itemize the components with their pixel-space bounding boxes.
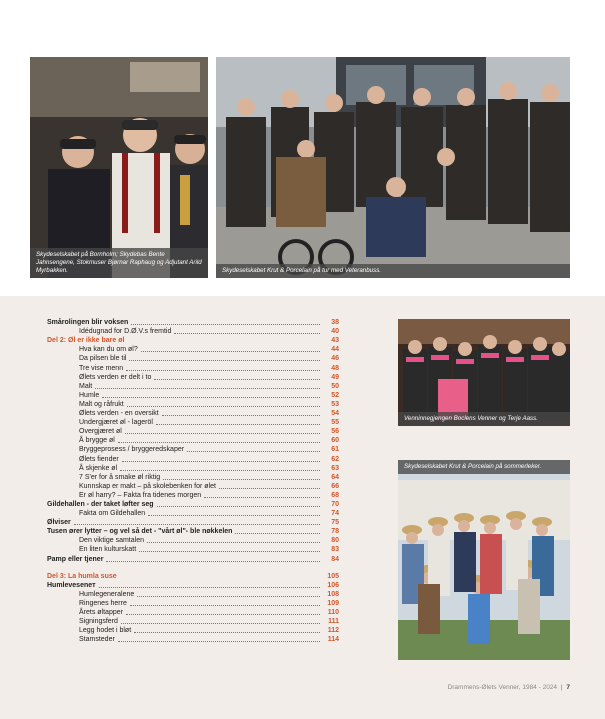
photo-veteran-bus — [216, 57, 570, 278]
toc-leader-dots — [102, 397, 320, 398]
toc-entry — [47, 536, 339, 545]
toc-entry-label: Idédugnad for D.Ø.V.s fremtid — [79, 328, 172, 336]
toc-entry — [47, 454, 339, 463]
toc-entry-label: Hva kan du om øl? — [79, 346, 138, 354]
toc-entry-page: 110 — [327, 609, 339, 616]
photo-venninnegjengen — [398, 319, 570, 426]
toc-entry-label: Humlegeneralene — [79, 590, 135, 598]
toc-leader-dots — [118, 641, 320, 642]
photo-sommerleker — [398, 460, 570, 660]
toc-entry — [47, 427, 339, 436]
toc-entry-page: 63 — [331, 464, 339, 472]
toc-entry — [47, 482, 339, 491]
toc-entry — [47, 590, 339, 599]
toc-entry-page: 49 — [331, 373, 339, 381]
toc-entry-label: Årets øltapper — [79, 609, 123, 616]
toc-entry — [47, 318, 339, 327]
toc-leader-dots — [95, 388, 320, 389]
toc-entry — [47, 572, 339, 581]
toc-entry-page: 60 — [331, 437, 339, 445]
toc-entry-page: 78 — [331, 528, 339, 536]
toc-entry — [47, 509, 339, 518]
toc-entry — [47, 345, 339, 354]
toc-entry — [47, 626, 339, 635]
toc-leader-dots — [235, 533, 320, 534]
toc-entry-page: 56 — [331, 428, 339, 436]
toc-leader-dots — [99, 587, 320, 588]
toc-entry-page: 50 — [331, 382, 339, 390]
toc-entry-label: Kunnskap er makt – på skolebenken for ølet — [79, 482, 216, 490]
toc-leader-dots — [118, 442, 320, 443]
photo-caption: Skydeselskabet Krut & Porcelain på sommerleker. — [398, 460, 570, 474]
toc-leader-dots — [126, 614, 320, 615]
toc-entry — [47, 400, 339, 409]
toc-entry-page: 109 — [327, 599, 339, 607]
toc-entry-label: Bryggeprosess / bryggeredskaper — [79, 446, 185, 454]
toc-leader-dots — [162, 415, 320, 416]
toc-entry-label: Ølviser — [47, 519, 71, 527]
toc-entry-label: Malt — [79, 382, 93, 390]
photo-bornholm — [30, 57, 208, 278]
toc-leader-dots — [204, 497, 320, 498]
toc-entry-label: Overgjæret øl — [79, 428, 122, 436]
photo-caption: Skydeselskabet Krut & Porcelain på tur med Veteranbuss. — [216, 264, 570, 278]
toc-entry-label: Pamp eller tjener — [47, 555, 104, 563]
toc-entry-page: 54 — [331, 410, 339, 418]
toc-leader-dots — [141, 351, 320, 352]
toc-entry-page: 68 — [331, 491, 339, 499]
toc-entry — [47, 545, 339, 554]
toc-entry-label: Stamsteder — [79, 636, 115, 644]
toc-entry-label: Humle — [79, 391, 100, 399]
toc-entry — [47, 635, 339, 644]
toc-entry-page: 40 — [331, 328, 339, 336]
toc-entry-label: Del 2: Øl er ikke bare øl — [47, 337, 125, 345]
toc-entry-page: 75 — [331, 519, 339, 527]
toc-leader-dots — [125, 433, 320, 434]
toc-entry-page: 105 — [327, 572, 339, 580]
toc-entry — [47, 599, 339, 608]
toc-entry — [47, 527, 339, 536]
toc-entry-label: Å brygge øl — [79, 437, 115, 445]
toc-entry-page: 53 — [331, 400, 339, 408]
toc-entry-label: Undergjæret øl - lageröl — [79, 419, 153, 427]
toc-entry-page: 112 — [327, 627, 339, 635]
toc-leader-dots — [147, 542, 320, 543]
toc-entry-label: Er øl harry? – Fakta fra tidenes morgen — [79, 491, 202, 499]
toc-entry — [47, 373, 339, 382]
toc-entry-page: 74 — [331, 510, 339, 518]
toc-entry — [47, 554, 339, 563]
toc-entry-label: Del 3: La humla suse — [47, 572, 117, 580]
toc-entry — [47, 354, 339, 363]
toc-entry — [47, 491, 339, 500]
toc-entry-label: Ølets verden er delt i to — [79, 373, 152, 381]
toc-entry-page: 48 — [331, 364, 339, 372]
toc-entry — [47, 436, 339, 445]
toc-entry-label: Å skjenke øl — [79, 464, 118, 472]
photo-caption: Skydeselskabet på Bornholm; Skydebas Bente Jahnsengene, Stokmuser Bjørnar Raphaug og Adjutant Arild Myrbakken. — [30, 248, 208, 278]
toc-entry-label: Tre vise menn — [79, 364, 124, 372]
toc-entry-label: Da pilsen ble til — [79, 355, 127, 363]
toc-entry — [47, 445, 339, 454]
toc-entry-page: 106 — [327, 581, 339, 589]
toc-entry — [47, 473, 339, 482]
toc-entry-label: Humleveseneт — [47, 581, 96, 589]
photo-bornholm-image — [30, 57, 208, 278]
toc-leader-dots — [134, 632, 320, 633]
toc-leader-dots — [131, 324, 320, 325]
toc-entry-page: 111 — [328, 618, 339, 626]
toc-entry-label: Gildehallen - der taket løfter seg — [47, 500, 154, 508]
photo-venninnegjengen-image — [398, 319, 570, 426]
toc-entry-page: 80 — [331, 537, 339, 545]
toc-entry-page: 55 — [331, 419, 339, 427]
toc-entry-page: 61 — [331, 446, 339, 454]
photo-caption: Venninnegjengen Boclens Venner og Terje Aass. — [398, 412, 570, 426]
toc-leader-dots — [130, 605, 320, 606]
toc-entry — [47, 608, 339, 617]
toc-leader-dots — [120, 578, 320, 579]
toc-leader-dots — [154, 379, 320, 380]
toc-entry-label: Malt og råfrukt — [79, 400, 124, 408]
toc-entry-label: Ringenes herre — [79, 599, 127, 607]
toc-leader-dots — [122, 461, 320, 462]
toc-leader-dots — [219, 488, 320, 489]
toc-entry-page: 52 — [331, 391, 339, 399]
toc-leader-dots — [174, 333, 320, 334]
toc-entry-page: 62 — [331, 455, 339, 463]
toc-leader-dots — [126, 370, 320, 371]
toc-leader-dots — [157, 506, 320, 507]
toc-entry-label: Fakta om Gildehallen — [79, 510, 146, 518]
toc-entry — [47, 418, 339, 427]
toc-entry-page: 108 — [327, 590, 339, 598]
toc-entry-label: Ølets verden - en oversikt — [79, 410, 159, 418]
toc-entry — [47, 617, 339, 626]
toc-entry-page: 84 — [331, 555, 339, 563]
toc-leader-dots — [137, 596, 320, 597]
photo-sommerleker-image — [398, 460, 570, 660]
toc-leader-dots — [156, 424, 320, 425]
toc-leader-dots — [187, 451, 320, 452]
toc-entry-page: 46 — [331, 355, 339, 363]
toc-entry — [47, 391, 339, 400]
toc-entry-label: Smårolingen blir voksen — [47, 319, 129, 327]
toc-entry — [47, 327, 339, 336]
footer-text: Drammens-Ølets Venner, 1984 - 2024 — [447, 684, 558, 691]
toc-entry — [47, 518, 339, 527]
toc-leader-dots — [163, 479, 320, 480]
page-number: 7 — [566, 684, 570, 691]
toc-leader-dots — [139, 551, 320, 552]
toc-entry — [47, 363, 339, 372]
toc-entry-label: Legg hodet i bløt — [79, 627, 132, 635]
toc-entry-page: 70 — [331, 500, 339, 508]
toc-entry-page: 66 — [331, 482, 339, 490]
toc-entry-label: En liten kulturskatt — [79, 546, 137, 554]
toc-leader-dots — [121, 623, 320, 624]
toc-entry-page: 83 — [331, 546, 339, 554]
footer-separator: | — [560, 684, 563, 691]
toc-entry-page: 44 — [331, 346, 339, 354]
page-footer — [440, 684, 570, 691]
toc-entry — [47, 382, 339, 391]
toc-entry — [47, 464, 339, 473]
toc-entry — [47, 409, 339, 418]
toc-entry-page: 43 — [331, 337, 339, 345]
toc-leader-dots — [106, 561, 320, 562]
toc-entry-page: 64 — [331, 473, 339, 481]
toc-leader-dots — [120, 470, 320, 471]
table-of-contents — [47, 318, 339, 644]
toc-entry — [47, 581, 339, 590]
toc-entry-label: Tusen ører lytter – og vel så det - "vårt øl"- ble nøkkelen — [47, 528, 233, 536]
toc-leader-dots — [127, 406, 320, 407]
toc-entry-label: 7 S'er for å smake øl riktig — [79, 473, 161, 481]
toc-entry — [47, 336, 339, 345]
toc-entry — [47, 500, 339, 509]
toc-entry-label: Den viktige samtalen — [79, 537, 144, 545]
toc-entry-label: Signingsferd — [79, 618, 118, 626]
photo-veteran-bus-image — [216, 57, 570, 278]
toc-entry-page: 38 — [331, 319, 339, 327]
toc-entry-page: 114 — [327, 636, 339, 644]
toc-entry-label: Ølets fiender — [79, 455, 119, 463]
toc-leader-dots — [127, 342, 320, 343]
toc-leader-dots — [148, 515, 320, 516]
toc-leader-dots — [129, 360, 320, 361]
toc-leader-dots — [74, 524, 320, 525]
